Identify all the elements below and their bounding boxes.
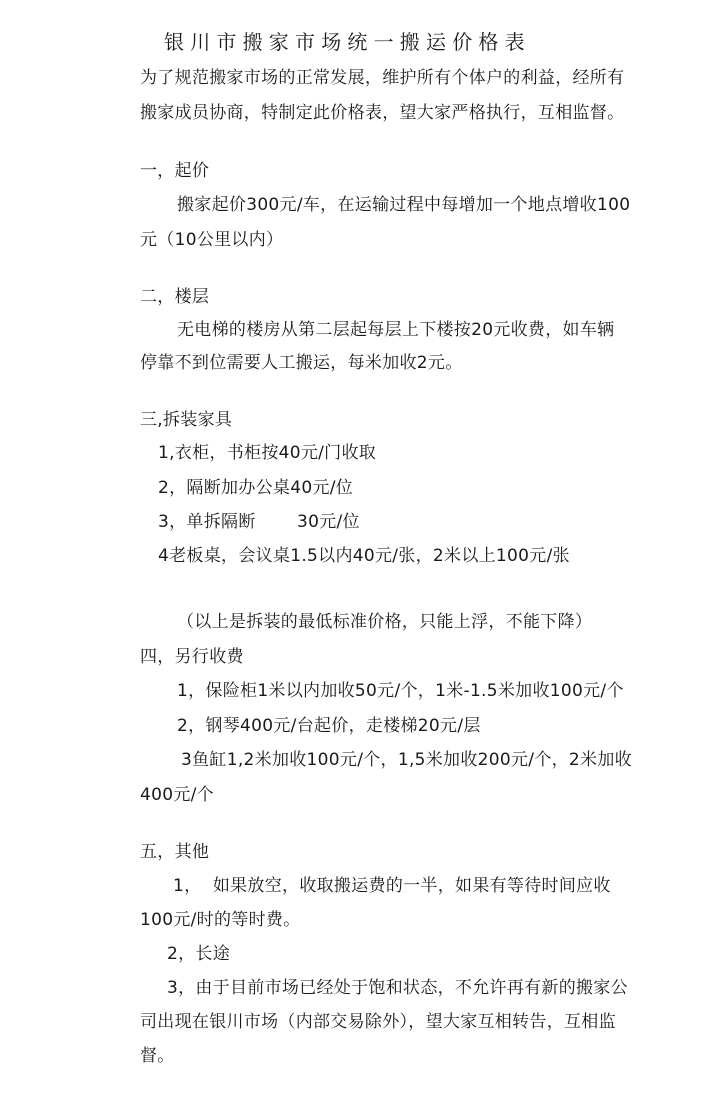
section-5-item-3: 3，由于目前市场已经处于饱和状态，不允许再有新的搬家公 bbox=[167, 978, 628, 998]
section-3-heading: 三,拆装家具 bbox=[140, 410, 233, 430]
section-3-item-3: 3，单拆隔断 bbox=[158, 512, 256, 532]
section-3-item-1: 1,衣柜，书柜按40元/门收取 bbox=[158, 443, 377, 463]
section-5-item-3-cont: 司出现在银川市场（内部交易除外），望大家互相转告，互相监 bbox=[140, 1012, 616, 1032]
document-title: 银川市搬家市场统一搬运价格表 bbox=[164, 30, 531, 54]
section-4-item-2: 2，钢琴400元/台起价，走楼梯20元/层 bbox=[177, 716, 481, 736]
section-1-line-1: 搬家起价300元/车，在运输过程中每增加一个地点增收100 bbox=[177, 195, 631, 215]
section-3-note: （以上是拆装的最低标准价格，只能上浮，不能下降） bbox=[177, 612, 593, 632]
section-5-heading: 五，其他 bbox=[140, 842, 210, 862]
section-5-item-1-cont: 100元/时的等时费。 bbox=[140, 910, 301, 930]
section-4-item-3-cont: 400元/个 bbox=[140, 785, 214, 805]
section-3-item-4: 4老板桌，会议桌1.5以内40元/张，2米以上100元/张 bbox=[158, 546, 570, 566]
section-2-line-1: 无电梯的楼房从第二层起每层上下楼按20元收费，如车辆 bbox=[177, 320, 615, 340]
section-4-heading: 四，另行收费 bbox=[140, 647, 244, 667]
section-5-item-1: 1， 如果放空，收取搬运费的一半，如果有等待时间应收 bbox=[173, 876, 611, 896]
section-4-item-1: 1，保险柜1米以内加收50元/个，1米-1.5米加收100元/个 bbox=[177, 681, 624, 701]
section-3-item-3-price: 30元/位 bbox=[297, 512, 360, 532]
intro-line-2: 搬家成员协商，特制定此价格表，望大家严格执行，互相监督。 bbox=[140, 103, 625, 123]
section-1-line-2: 元（10公里以内） bbox=[140, 230, 284, 250]
section-3-item-2: 2，隔断加办公桌40元/位 bbox=[158, 478, 354, 498]
intro-line-1: 为了规范搬家市场的正常发展，维护所有个体户的利益，经所有 bbox=[140, 68, 625, 88]
section-5-item-2: 2，长途 bbox=[167, 944, 231, 964]
section-2-line-2: 停靠不到位需要人工搬运，每米加收2元。 bbox=[140, 353, 463, 373]
section-2-heading: 二，楼层 bbox=[140, 287, 210, 307]
section-4-item-3: 3鱼缸1,2米加收100元/个，1,5米加收200元/个，2米加收 bbox=[181, 750, 632, 770]
section-1-heading: 一，起价 bbox=[140, 161, 210, 181]
section-5-item-3-end: 督。 bbox=[140, 1046, 175, 1066]
